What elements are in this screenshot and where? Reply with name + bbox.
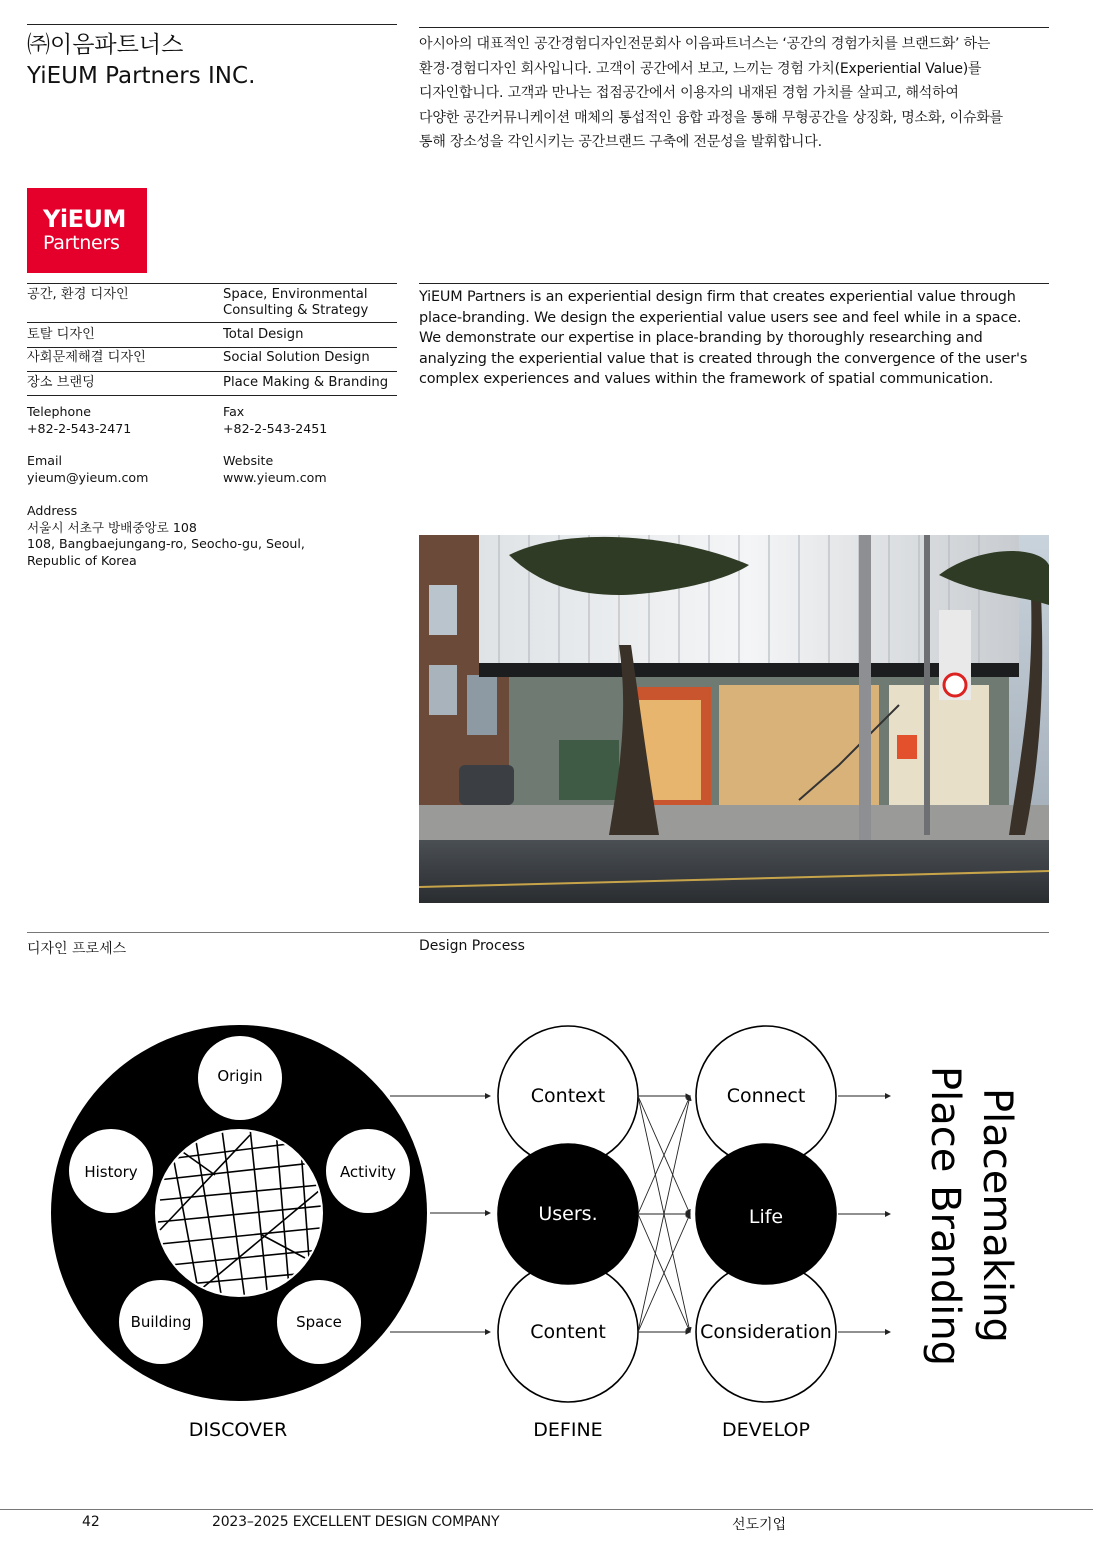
intro-ko-line: 통해 장소성을 각인시키는 공간브랜드 구축에 전문성을 발휘합니다. bbox=[419, 134, 822, 150]
intro-en-line: analyzing the experiential value that is created through the convergence of the user's bbox=[419, 350, 1028, 367]
fax-block bbox=[223, 404, 327, 437]
process-rule bbox=[27, 932, 1049, 933]
services-rule bbox=[27, 283, 397, 284]
intro-en-line: YiEUM Partners is an experiential design firm that creates experiential value through bbox=[419, 289, 1016, 305]
intro-en-rule bbox=[419, 283, 1049, 284]
service-en: Social Solution Design bbox=[223, 350, 370, 365]
website-value[interactable]: www.yieum.com bbox=[223, 469, 327, 485]
footer-rule bbox=[0, 1509, 1093, 1510]
intro-ko-line: 아시아의 대표적인 공간경험디자인전문회사 이음파트너스는 ‘공간의 경험가치를 브랜드화’ 하는 bbox=[419, 36, 991, 52]
service-en: Total Design bbox=[223, 327, 304, 342]
result-placemaking: Placemaking bbox=[974, 1088, 1020, 1343]
process-title-ko: 디자인 프로세스 bbox=[27, 941, 127, 957]
address-line: Republic of Korea bbox=[27, 552, 137, 568]
address-line: 서울시 서초구 방배중앙로 108 bbox=[27, 519, 197, 535]
service-en: Place Making & Branding bbox=[223, 375, 389, 390]
result-place-branding: Place Branding bbox=[922, 1066, 968, 1367]
design-process-diagram bbox=[0, 1010, 1093, 1460]
address-block bbox=[27, 503, 305, 569]
service-ko: 공간, 환경 디자인 bbox=[27, 287, 129, 302]
company-name-ko: ㈜이음파트너스 bbox=[27, 32, 184, 58]
node-space: Space bbox=[296, 1313, 342, 1331]
intro-en-line: place-branding. We design the experiential value users see and feel while in a space. bbox=[419, 309, 1022, 326]
node-activity: Activity bbox=[339, 1163, 397, 1181]
intro-english bbox=[419, 287, 1049, 390]
stage-discover: DISCOVER bbox=[188, 1419, 288, 1441]
intro-ko-line: 디자인합니다. 고객과 만나는 접점공간에서 이용자의 내재된 경험 가치를 살피고, 해석하여 bbox=[419, 85, 959, 101]
intro-en-line: We demonstrate our expertise in place-branding by thoroughly researching and bbox=[419, 330, 983, 346]
map-circle bbox=[155, 1129, 323, 1297]
footer-label-ko: 선도기업 bbox=[732, 1517, 787, 1533]
node-history: History bbox=[84, 1163, 138, 1181]
intro-ko-line: 다양한 공간커뮤니케이션 매체의 통섭적인 융합 과정을 통해 무형공간을 상징화, 명소화, 이슈화를 bbox=[419, 109, 1003, 126]
address-line: 108, Bangbaejungang-ro, Seocho-gu, Seoul, bbox=[27, 536, 305, 551]
node-connect: Connect bbox=[726, 1085, 806, 1107]
intro-korean bbox=[419, 32, 1049, 155]
office-building-photo bbox=[419, 535, 1049, 903]
website-block bbox=[223, 453, 327, 486]
services-rule bbox=[27, 371, 397, 372]
logo-text-partners: Partners bbox=[43, 232, 120, 254]
telephone-value[interactable]: +82-2-543-2471 bbox=[27, 420, 132, 436]
service-en: Space, Environmental Consulting & Strategy bbox=[223, 287, 369, 318]
service-row bbox=[27, 287, 397, 321]
page-number: 42 bbox=[82, 1514, 100, 1530]
address-label: Address bbox=[27, 503, 78, 518]
service-ko: 사회문제해결 디자인 bbox=[27, 350, 146, 365]
telephone-label: Telephone bbox=[27, 404, 91, 419]
node-content: Content bbox=[530, 1321, 606, 1343]
top-rule-right bbox=[419, 27, 1049, 28]
services-rule bbox=[27, 322, 397, 323]
process-title-en: Design Process bbox=[419, 938, 525, 954]
email-label: Email bbox=[27, 453, 62, 468]
footer-title: 2023–2025 EXCELLENT DESIGN COMPANY bbox=[212, 1514, 500, 1530]
email-block bbox=[27, 453, 148, 486]
logo-text-yieum: YiEUM bbox=[43, 205, 126, 233]
node-origin: Origin bbox=[217, 1067, 263, 1085]
email-value[interactable]: yieum@yieum.com bbox=[27, 469, 149, 485]
telephone-block bbox=[27, 404, 131, 437]
intro-en-line: complex experiences and values within the framework of spatial communication. bbox=[419, 371, 994, 387]
top-rule-left bbox=[27, 24, 397, 25]
website-label: Website bbox=[223, 453, 274, 468]
node-consideration: Consideration bbox=[700, 1321, 832, 1343]
node-building: Building bbox=[130, 1313, 192, 1331]
service-ko: 토탈 디자인 bbox=[27, 327, 95, 342]
company-name bbox=[27, 30, 397, 92]
services-rule bbox=[27, 347, 397, 348]
yieum-logo bbox=[27, 188, 147, 273]
fax-value: +82-2-543-2451 bbox=[223, 420, 328, 436]
services-rule bbox=[27, 395, 397, 396]
node-users: Users. bbox=[538, 1203, 598, 1225]
stage-develop: DEVELOP bbox=[722, 1419, 810, 1441]
node-context: Context bbox=[530, 1085, 606, 1107]
service-ko: 장소 브랜딩 bbox=[27, 375, 95, 390]
stage-define: DEFINE bbox=[533, 1419, 603, 1441]
node-life: Life bbox=[748, 1206, 784, 1228]
fax-label: Fax bbox=[223, 404, 245, 419]
company-name-en: YiEUM Partners INC. bbox=[27, 63, 256, 89]
intro-ko-line: 환경·경험디자인 회사입니다. 고객이 공간에서 보고, 느끼는 경험 가치(Experiential Value)를 bbox=[419, 60, 982, 77]
